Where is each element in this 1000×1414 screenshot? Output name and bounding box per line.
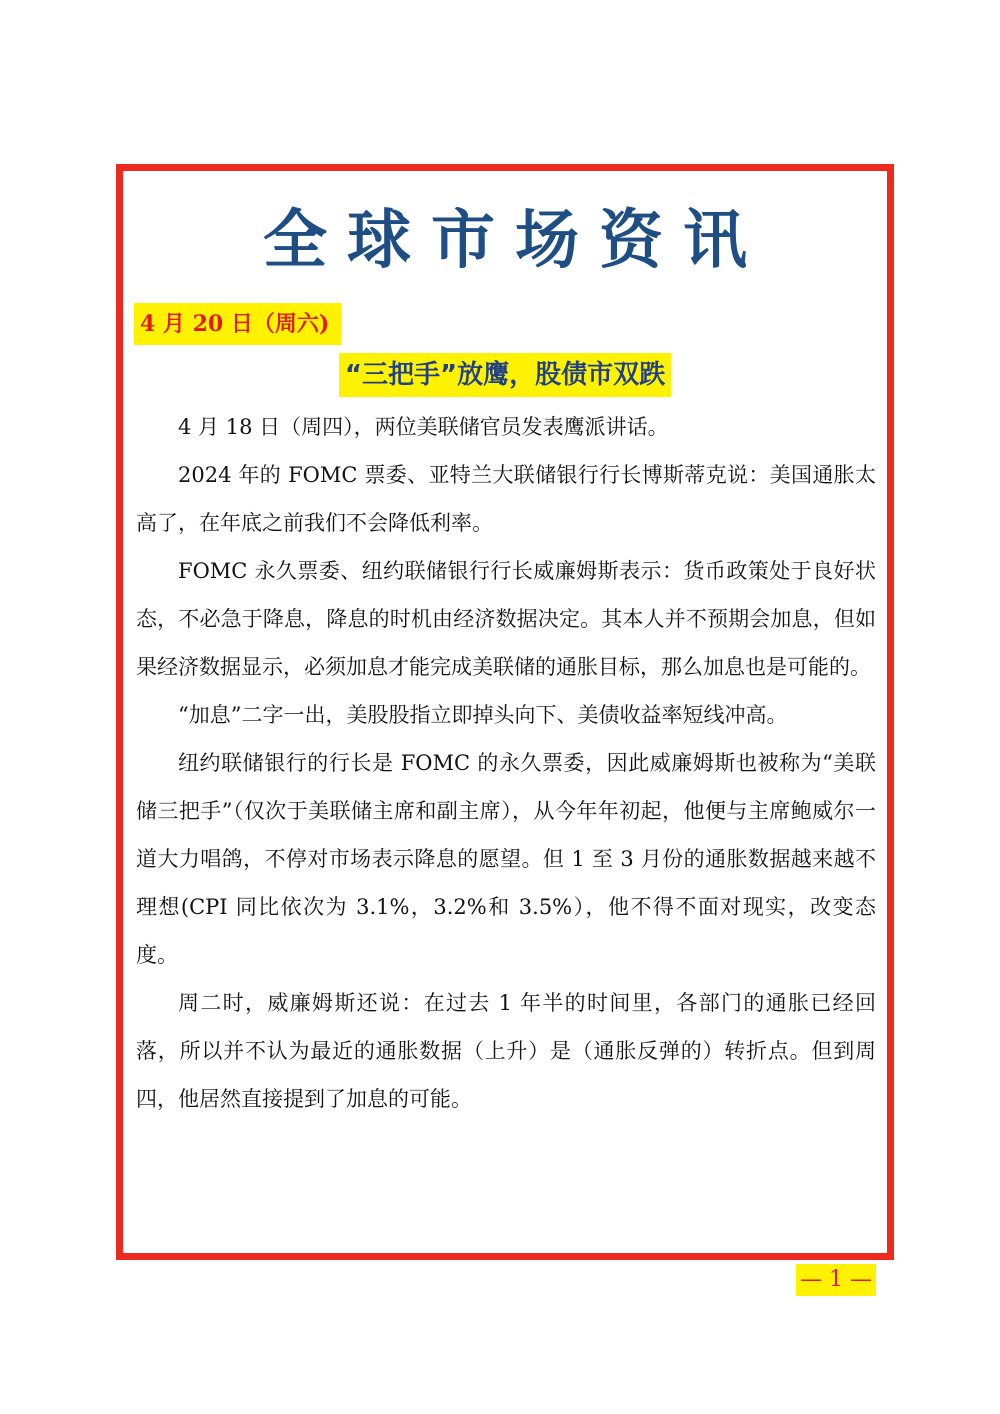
paragraph: 4 月 18 日（周四），两位美联储官员发表鹰派讲话。 bbox=[178, 415, 669, 439]
article-body bbox=[136, 403, 876, 1123]
paragraph: FOMC 永久票委、纽约联储银行行长威廉姆斯表示：货币政策处于良好状态，不必急于降息，降息的时机由经济数据决定。其本人并不预期会加息，但如果经济数据显示，必须加息才能完成美联储的通胀目标，那么加息也是可能的。 bbox=[136, 559, 876, 679]
article-frame bbox=[116, 164, 894, 1260]
masthead-title: 全球市场资讯 bbox=[263, 204, 767, 278]
page-number: — 1 — bbox=[796, 1264, 876, 1296]
paragraph: 2024 年的 FOMC 票委、亚特兰大联储银行行长博斯蒂克说：美国通胀太高了，在年底之前我们不会降低利率。 bbox=[136, 463, 876, 535]
headline: “三把手”放鹰，股债市双跌 bbox=[339, 353, 671, 397]
date-label: 4 月 20 日（周六) bbox=[134, 303, 341, 345]
headline-container bbox=[123, 353, 887, 397]
paragraph: 纽约联储银行的行长是 FOMC 的永久票委，因此威廉姆斯也被称为“美联储三把手”（仅次于美联储主席和副主席），从今年年初起，他便与主席鲍威尔一道大力唱鸽，不停对市场表示降息的愿望。但 1 至 3 月份的通胀数据越来越不理想(CPI 同比依次为 3.1%，3.2%和 3.5%），他不得不面对现实，改变态度。 bbox=[136, 751, 876, 967]
paragraph: “加息”二字一出，美股股指立即掉头向下、美债收益率短线冲高。 bbox=[178, 703, 788, 727]
paragraph: 周二时，威廉姆斯还说：在过去 1 年半的时间里，各部门的通胀已经回落，所以并不认为最近的通胀数据（上升）是（通胀反弹的）转折点。但到周四，他居然直接提到了加息的可能。 bbox=[136, 991, 876, 1111]
